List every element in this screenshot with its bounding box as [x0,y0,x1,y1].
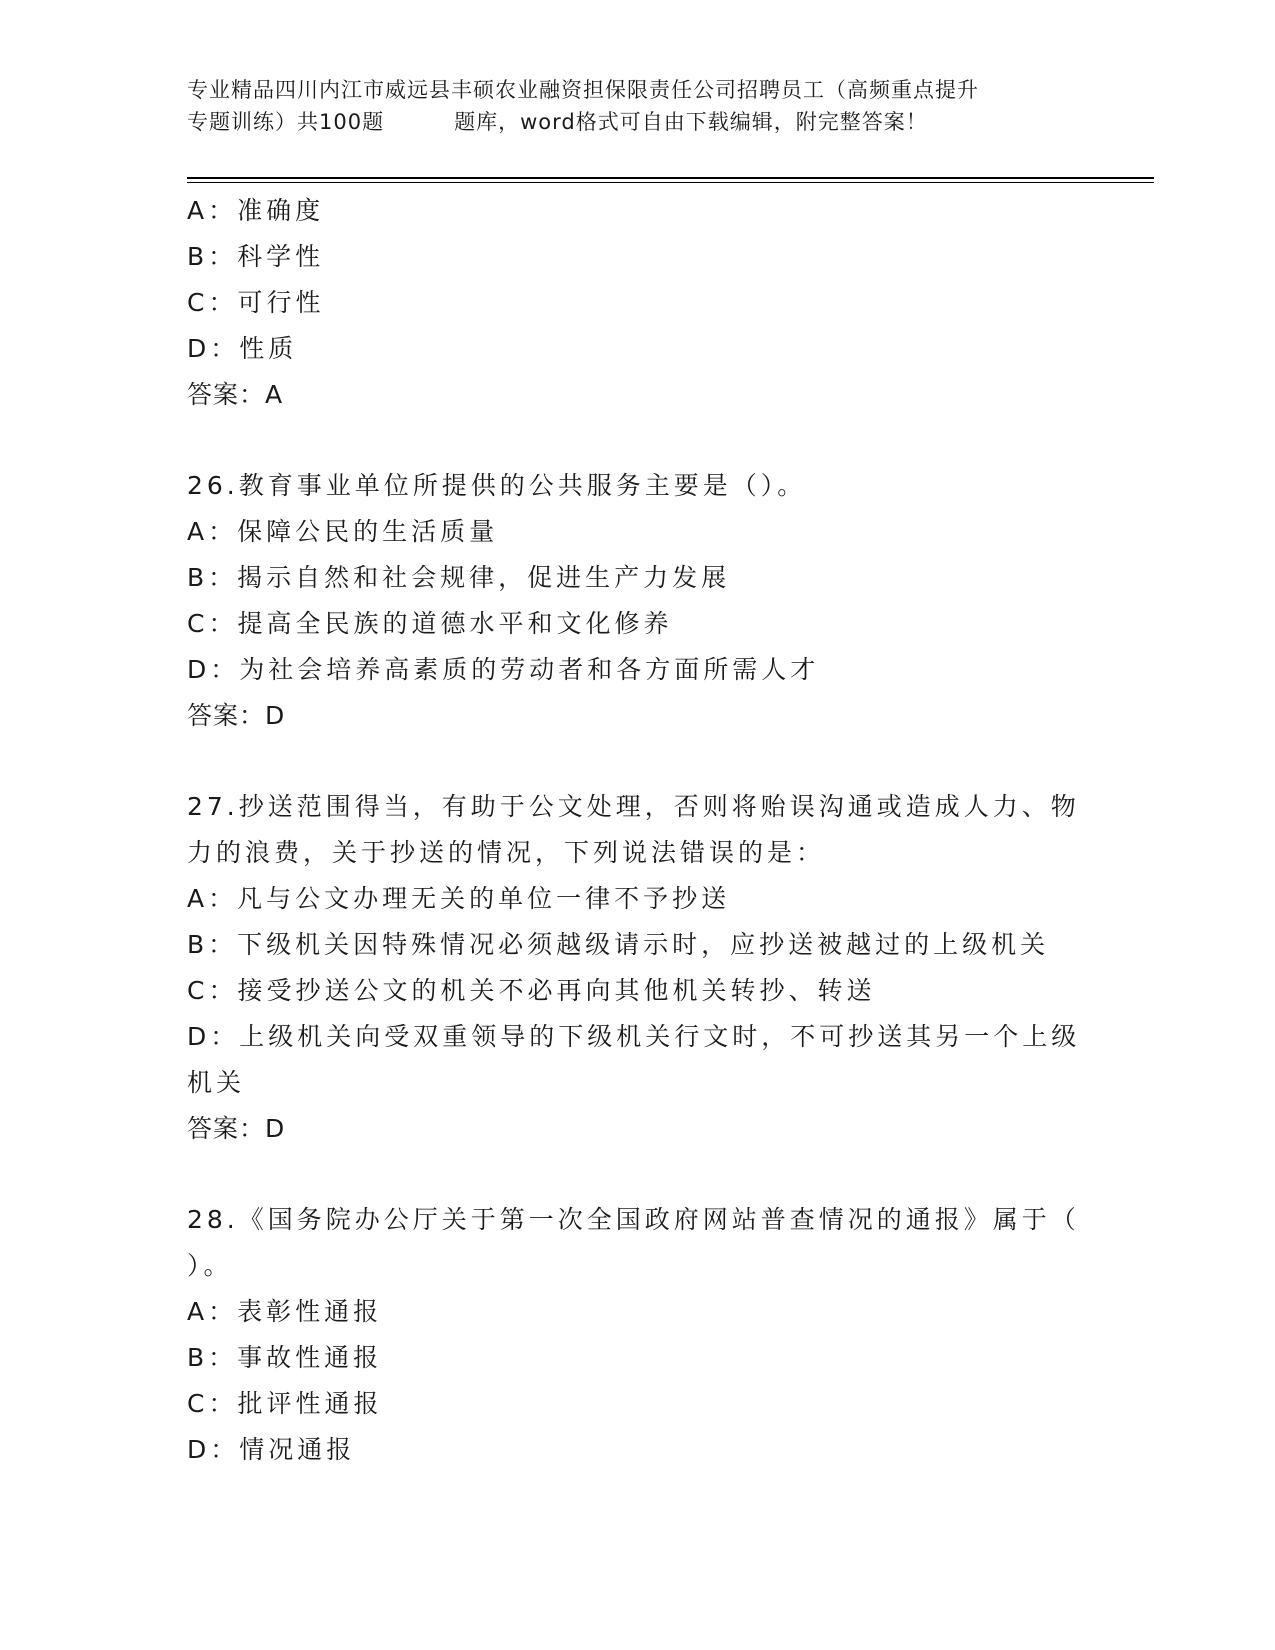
question-text: 28.《国务院办公厅关于第一次全国政府网站普查情况的通报》属于（ [187,1205,1080,1234]
answer: 答案：D [187,701,286,730]
option-a: A：表彰性通报 [187,1297,383,1326]
question-block [187,1197,1087,1473]
option-a: A：凡与公文办理无关的单位一律不予抄送 [187,884,731,913]
header-line-2a: 专题训练）共100题 [187,110,385,134]
option-c: C：提高全民族的道德水平和文化修养 [187,609,673,638]
option-c: C：可行性 [187,288,325,317]
document-header [187,74,1087,138]
header-rule-thin [187,182,1154,183]
question-text: 27.抄送范围得当，有助于公文处理，否则将贻误沟通或造成人力、物 [187,792,1080,821]
header-line-2b: 题库，word格式可自由下载编辑，附完整答案！ [454,110,928,134]
option-b: B：下级机关因特殊情况必须越级请示时，应抄送被越过的上级机关 [187,930,1050,959]
header-line-2 [187,106,1087,138]
header-rule-thick [187,177,1154,179]
option-d: D：上级机关向受双重领导的下级机关行文时，不可抄送其另一个上级 [187,1022,1081,1051]
option-c: C：接受抄送公文的机关不必再向其他机关转抄、转送 [187,976,876,1005]
option-b: B：科学性 [187,242,325,271]
question-block [187,188,1087,418]
option-d: D：情况通报 [187,1435,356,1464]
question-text-cont: 力的浪费，关于抄送的情况，下列说法错误的是： [187,838,826,867]
question-list [187,188,1087,1473]
option-c: C：批评性通报 [187,1389,383,1418]
answer: 答案：D [187,1114,286,1143]
question-text-cont: ）。 [187,1251,233,1280]
option-d: D：为社会培养高素质的劳动者和各方面所需人才 [187,655,820,684]
option-b: B：揭示自然和社会规律，促进生产力发展 [187,563,731,592]
option-a: A：准确度 [187,196,325,225]
option-b: B：事故性通报 [187,1343,383,1372]
header-line-1: 专业精品四川内江市威远县丰硕农业融资担保限责任公司招聘员工（高频重点提升 [187,78,979,102]
option-a: A：保障公民的生活质量 [187,517,499,546]
option-d: D：性质 [187,334,298,363]
question-text: 26.教育事业单位所提供的公共服务主要是（）。 [187,471,807,500]
question-block [187,784,1087,1152]
option-d-cont: 机关 [187,1068,246,1097]
answer: 答案：A [187,380,284,409]
question-block [187,463,1087,739]
